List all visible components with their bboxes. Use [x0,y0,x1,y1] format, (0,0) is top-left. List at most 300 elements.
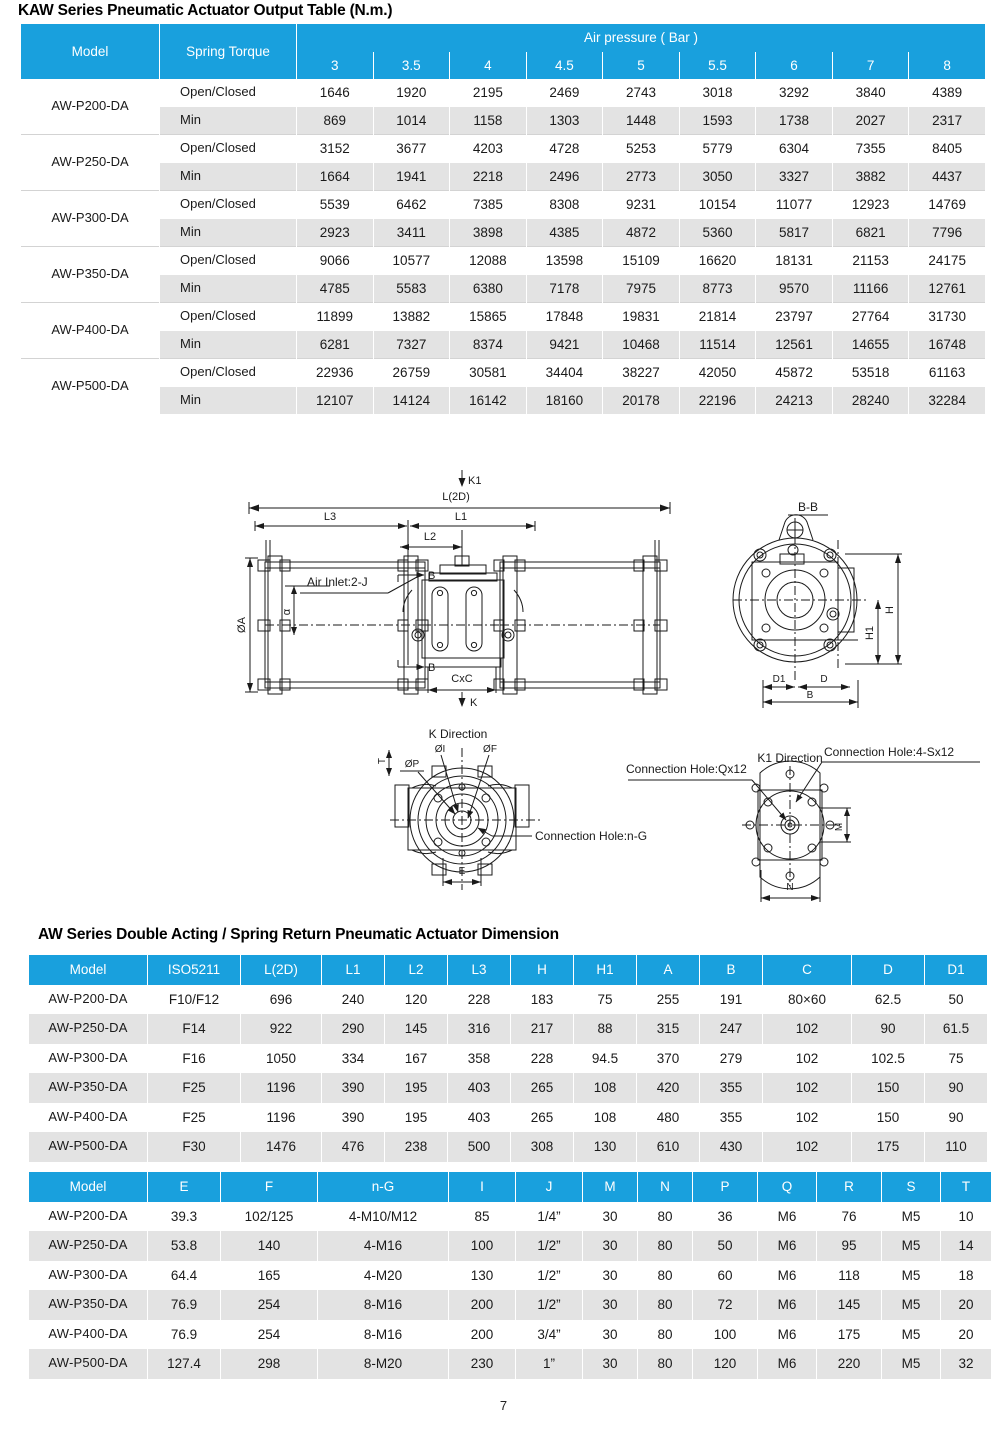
output-table-row [21,219,985,247]
output-row-model: AW-P200-DA [21,79,159,134]
dimension2-cell: 230 [449,1349,515,1379]
dimension-col-header: H1 [574,955,636,985]
dimension-cell: 1476 [241,1132,321,1162]
output-cell: 10468 [603,331,679,359]
output-row-model: AW-P350-DA [21,246,159,302]
dimension2-cell: 165 [221,1261,317,1291]
output-row-label-min: Min [160,387,296,415]
output-cell: 4728 [527,134,603,163]
output-cell: 3050 [680,163,756,191]
label-phi-i: ØI [434,744,446,755]
label-connection-hole-q: Connection Hole:Qx12 [626,762,747,776]
dimension2-row [29,1349,991,1379]
col-header-pressure-7: 7 [833,52,909,80]
output-table-head [21,24,985,79]
dimension-cell: 102 [763,1132,851,1162]
dimension-col-header: D1 [925,955,987,985]
col-header-spring-torque: Spring Torque [160,24,296,79]
label-h: H [884,606,896,614]
dimension-row [29,1044,987,1074]
output-row-label-min: Min [160,275,296,303]
dimension2-cell: 8-M20 [318,1349,448,1379]
output-cell: 4389 [909,79,985,107]
dimension-cell: 290 [322,1014,384,1044]
dimension-cell: 90 [925,1073,987,1103]
dimension-cell: 279 [700,1044,762,1074]
dimension-cell: 120 [385,985,447,1015]
output-cell: 1664 [297,163,373,191]
dimension2-cell: 76.9 [148,1320,220,1350]
output-table-row [21,358,985,387]
label-l2d: L(2D) [442,491,470,503]
dimension2-col-header: n-G [318,1172,448,1202]
output-cell: 5779 [680,134,756,163]
dimension-cell: 476 [322,1132,384,1162]
dimension2-cell: 200 [449,1320,515,1350]
dimension2-cell: 175 [817,1320,881,1350]
dimension2-row [29,1320,991,1350]
dimension2-cell: 80 [638,1261,692,1291]
dimension-cell: 922 [241,1014,321,1044]
dimension2-cell: 1/2” [516,1231,582,1261]
dimension2-cell: 145 [817,1290,881,1320]
output-cell: 869 [297,107,373,135]
output-cell: 18131 [756,246,832,275]
output-cell: 1593 [680,107,756,135]
dimension2-cell: 18 [941,1261,991,1291]
output-cell: 1303 [527,107,603,135]
output-cell: 32284 [909,387,985,415]
dimension-table-title: AW Series Double Acting / Spring Return Pneumatic Actuator Dimension [38,926,559,943]
label-e: E [458,866,466,877]
dimension2-cell: 60 [693,1261,757,1291]
col-header-model: Model [21,24,159,79]
output-cell: 3292 [756,79,832,107]
output-cell: 1920 [374,79,450,107]
dimension-cell: 88 [574,1014,636,1044]
col-header-air-pressure: Air pressure ( Bar ) [297,24,985,52]
dimension2-cell: 50 [693,1231,757,1261]
dimension2-cell: 102/125 [221,1202,317,1232]
dimension2-row [29,1261,991,1291]
dimension2-cell: 36 [693,1202,757,1232]
dimension-cell: F25 [148,1073,240,1103]
col-header-pressure-3p5: 3.5 [374,52,450,80]
dimension-cell: F16 [148,1044,240,1074]
dimension-cell: 696 [241,985,321,1015]
dimension-table2 [28,1172,992,1379]
output-row-model: AW-P400-DA [21,302,159,358]
dimension-cell: 228 [511,1044,573,1074]
dimension-cell: 191 [700,985,762,1015]
dimension2-cell: 8-M16 [318,1290,448,1320]
dimension2-cell: 1/4” [516,1202,582,1232]
dimension-table-header-row [29,955,987,985]
output-table-row [21,134,985,163]
dimension-col-header: L3 [448,955,510,985]
label-connection-hole-s: Connection Hole:4-Sx12 [824,745,955,759]
dimension-cell: 150 [852,1073,924,1103]
label-l2: L2 [423,531,437,543]
dimension2-cell: 1/2” [516,1290,582,1320]
output-row-label-open-closed: Open/Closed [160,358,296,387]
output-row-label-min: Min [160,331,296,359]
output-cell: 61163 [909,358,985,387]
output-cell: 3018 [680,79,756,107]
dimension2-row-model: AW-P300-DA [29,1261,147,1291]
dimension-table2-header-row [29,1172,991,1202]
dimension2-cell: 72 [693,1290,757,1320]
label-cxc: CxC [451,673,473,685]
output-cell: 28240 [833,387,909,415]
dimension2-col-header: M [583,1172,637,1202]
dimension-cell: 247 [700,1014,762,1044]
output-row-label-open-closed: Open/Closed [160,79,296,107]
output-cell: 42050 [680,358,756,387]
dimension-col-header: L2 [385,955,447,985]
dimension-cell: 61.5 [925,1014,987,1044]
dimension2-cell: 30 [583,1349,637,1379]
output-cell: 38227 [603,358,679,387]
output-cell: 8405 [909,134,985,163]
dimension2-row-model: AW-P250-DA [29,1231,147,1261]
output-cell: 30581 [450,358,526,387]
output-cell: 1448 [603,107,679,135]
dimension-row-model: AW-P300-DA [29,1044,147,1074]
output-cell: 9066 [297,246,373,275]
label-k1-direction: K1 Direction [757,751,823,765]
output-cell: 6821 [833,219,909,247]
output-table-row [21,246,985,275]
output-cell: 21814 [680,302,756,331]
dimension-table2-body [29,1202,991,1379]
output-cell: 2218 [450,163,526,191]
col-header-pressure-8: 8 [909,52,985,80]
dimension-cell: 316 [448,1014,510,1044]
dimension2-row [29,1231,991,1261]
output-cell: 2496 [527,163,603,191]
dimension-col-header: H [511,955,573,985]
output-cell: 12923 [833,190,909,219]
dimension2-cell: 80 [638,1202,692,1232]
output-table-header-row-1 [21,24,985,52]
dimension2-cell: 120 [693,1349,757,1379]
output-cell: 2317 [909,107,985,135]
output-cell: 8773 [680,275,756,303]
label-air-inlet: Air Inlet:2-J [307,575,368,589]
label-k1: K1 [468,475,482,487]
dimension-cell: 75 [574,985,636,1015]
dimension2-cell: 3/4” [516,1320,582,1350]
dimension2-cell: 30 [583,1261,637,1291]
output-cell: 3882 [833,163,909,191]
dimension2-cell: 32 [941,1349,991,1379]
output-cell: 22936 [297,358,373,387]
dimension2-cell: M5 [882,1320,940,1350]
dimension2-cell: 20 [941,1320,991,1350]
dimension2-cell: 30 [583,1202,637,1232]
dimension2-cell: 254 [221,1290,317,1320]
output-cell: 12107 [297,387,373,415]
dimension2-cell: M6 [758,1349,816,1379]
label-l1: L1 [454,511,468,523]
dimension2-cell: M6 [758,1290,816,1320]
dimension-table-container [28,955,978,1162]
output-cell: 4203 [450,134,526,163]
output-row-label-min: Min [160,219,296,247]
dimension-cell: 390 [322,1103,384,1133]
dimension-cell: 62.5 [852,985,924,1015]
dimension-row-model: AW-P200-DA [29,985,147,1015]
output-cell: 12088 [450,246,526,275]
output-row-label-open-closed: Open/Closed [160,302,296,331]
dimension-cell: 175 [852,1132,924,1162]
output-table-container [20,24,986,414]
dimension2-cell: 4-M10/M12 [318,1202,448,1232]
dimension2-cell: 118 [817,1261,881,1291]
dimension-cell: 75 [925,1044,987,1074]
output-cell: 11514 [680,331,756,359]
dimension-cell: 403 [448,1073,510,1103]
output-cell: 7975 [603,275,679,303]
output-cell: 8374 [450,331,526,359]
output-cell: 34404 [527,358,603,387]
dimension-cell: F30 [148,1132,240,1162]
dimension2-row [29,1202,991,1232]
label-n: N [786,882,794,893]
dimension2-col-header: E [148,1172,220,1202]
col-header-pressure-3: 3 [297,52,373,80]
output-cell: 8308 [527,190,603,219]
dimension2-cell: M6 [758,1261,816,1291]
output-cell: 31730 [909,302,985,331]
output-cell: 1646 [297,79,373,107]
dimension-cell: 102.5 [852,1044,924,1074]
output-cell: 2469 [527,79,603,107]
output-cell: 6281 [297,331,373,359]
dimension-col-header: A [637,955,699,985]
dimension2-cell: 76 [817,1202,881,1232]
output-row-label-min: Min [160,107,296,135]
output-cell: 10577 [374,246,450,275]
output-cell: 6462 [374,190,450,219]
output-table-row [21,107,985,135]
dimension-cell: 90 [925,1103,987,1133]
output-cell: 4437 [909,163,985,191]
dimension2-cell: 8-M16 [318,1320,448,1350]
output-cell: 12561 [756,331,832,359]
dimension-cell: 355 [700,1073,762,1103]
page-number: 7 [499,1398,508,1413]
output-cell: 5583 [374,275,450,303]
dimension2-cell: 80 [638,1349,692,1379]
output-cell: 23797 [756,302,832,331]
output-table-row [21,275,985,303]
output-cell: 7178 [527,275,603,303]
dimension2-cell: 4-M20 [318,1261,448,1291]
output-cell: 9421 [527,331,603,359]
output-cell: 2923 [297,219,373,247]
dimension-cell: 102 [763,1014,851,1044]
output-cell: 2027 [833,107,909,135]
label-b-dim: B [806,690,814,701]
output-cell: 19831 [603,302,679,331]
dimension2-cell: 30 [583,1290,637,1320]
label-phi-f: ØF [483,744,497,755]
dimension-row [29,1073,987,1103]
label-phi-a: ØA [236,617,248,633]
dimension-cell: F10/F12 [148,985,240,1015]
output-cell: 14124 [374,387,450,415]
dimension2-cell: 80 [638,1231,692,1261]
dimension-cell: 183 [511,985,573,1015]
output-cell: 7327 [374,331,450,359]
output-cell: 16620 [680,246,756,275]
dimension2-cell: 39.3 [148,1202,220,1232]
output-table [20,24,986,414]
output-cell: 16142 [450,387,526,415]
output-cell: 1941 [374,163,450,191]
output-cell: 4785 [297,275,373,303]
output-cell: 5253 [603,134,679,163]
dimension-cell: 355 [700,1103,762,1133]
dimension2-cell: 254 [221,1320,317,1350]
output-cell: 3840 [833,79,909,107]
col-header-pressure-6: 6 [756,52,832,80]
dimension-cell: 390 [322,1073,384,1103]
label-k: K [470,697,478,709]
output-table-row [21,190,985,219]
dimension2-cell: 200 [449,1290,515,1320]
dimension2-cell: 80 [638,1320,692,1350]
dimension-table-body [29,985,987,1162]
label-section-b-bottom: B [428,662,436,674]
dimension2-cell: 80 [638,1290,692,1320]
output-cell: 1738 [756,107,832,135]
dimension-col-header: C [763,955,851,985]
output-cell: 7385 [450,190,526,219]
label-k-direction: K Direction [428,727,488,741]
output-cell: 4385 [527,219,603,247]
dimension-table2-container [28,1172,978,1379]
output-cell: 2773 [603,163,679,191]
output-cell: 7355 [833,134,909,163]
output-cell: 13598 [527,246,603,275]
output-cell: 3327 [756,163,832,191]
output-cell: 3677 [374,134,450,163]
dimension2-cell: M6 [758,1231,816,1261]
output-cell: 14655 [833,331,909,359]
output-cell: 11077 [756,190,832,219]
dimension-cell: 94.5 [574,1044,636,1074]
dimension2-cell: 53.8 [148,1231,220,1261]
label-d: D [820,674,828,685]
dimension2-col-header: R [817,1172,881,1202]
dimension-cell: 334 [322,1044,384,1074]
output-cell: 20178 [603,387,679,415]
label-section-b-top: B [428,570,436,582]
dimension2-cell: 298 [221,1349,317,1379]
dimension2-col-header: Q [758,1172,816,1202]
output-row-model: AW-P500-DA [21,358,159,414]
dimension-cell: 238 [385,1132,447,1162]
output-cell: 1014 [374,107,450,135]
label-phi-p: ØP [404,759,420,770]
dimension-cell: 145 [385,1014,447,1044]
dimension2-cell: 10 [941,1202,991,1232]
dimension-row-model: AW-P250-DA [29,1014,147,1044]
dimension-row [29,1103,987,1133]
output-cell: 16748 [909,331,985,359]
dimension2-cell: 30 [583,1231,637,1261]
dimension2-cell: M5 [882,1349,940,1379]
output-cell: 3411 [374,219,450,247]
output-cell: 13882 [374,302,450,331]
dimension-cell: 240 [322,985,384,1015]
dimension-table [28,955,988,1162]
output-cell: 12761 [909,275,985,303]
dimension2-cell: 1” [516,1349,582,1379]
dimension2-row-model: AW-P400-DA [29,1320,147,1350]
output-cell: 18160 [527,387,603,415]
dimension-cell: F14 [148,1014,240,1044]
dimension-row [29,1132,987,1162]
dimension2-cell: 4-M16 [318,1231,448,1261]
col-header-pressure-5: 5 [603,52,679,80]
dimension2-cell: M5 [882,1202,940,1232]
dimension2-cell: 127.4 [148,1349,220,1379]
dimension-cell: 610 [637,1132,699,1162]
dimension2-cell: 130 [449,1261,515,1291]
output-cell: 22196 [680,387,756,415]
dimension2-cell: 95 [817,1231,881,1261]
dimension2-cell: 20 [941,1290,991,1320]
label-l3: L3 [323,511,337,523]
dimension-col-header: B [700,955,762,985]
dimension2-col-header: S [882,1172,940,1202]
output-row-label-open-closed: Open/Closed [160,246,296,275]
dimension-cell: 420 [637,1073,699,1103]
output-cell: 2743 [603,79,679,107]
output-cell: 4872 [603,219,679,247]
dimension-cell: 102 [763,1073,851,1103]
dimension-cell: 315 [637,1014,699,1044]
output-table-row [21,79,985,107]
output-cell: 11899 [297,302,373,331]
dimension-cell: 150 [852,1103,924,1133]
dimension2-row-model: AW-P200-DA [29,1202,147,1232]
dimension2-cell: M6 [758,1320,816,1350]
dimension2-cell: 85 [449,1202,515,1232]
dimension2-cell: M5 [882,1261,940,1291]
dimension-cell: 265 [511,1103,573,1133]
dimension-cell: 217 [511,1014,573,1044]
dimension2-cell: 220 [817,1349,881,1379]
output-cell: 7796 [909,219,985,247]
dimension-cell: 130 [574,1132,636,1162]
dimension-cell: 265 [511,1073,573,1103]
output-cell: 6380 [450,275,526,303]
dimension-cell: F25 [148,1103,240,1133]
output-cell: 26759 [374,358,450,387]
output-cell: 24175 [909,246,985,275]
output-cell: 9231 [603,190,679,219]
dimension-row [29,1014,987,1044]
technical-drawing [0,430,1007,920]
dimension-col-header: D [852,955,924,985]
output-cell: 1158 [450,107,526,135]
dimension2-col-header: Model [29,1172,147,1202]
